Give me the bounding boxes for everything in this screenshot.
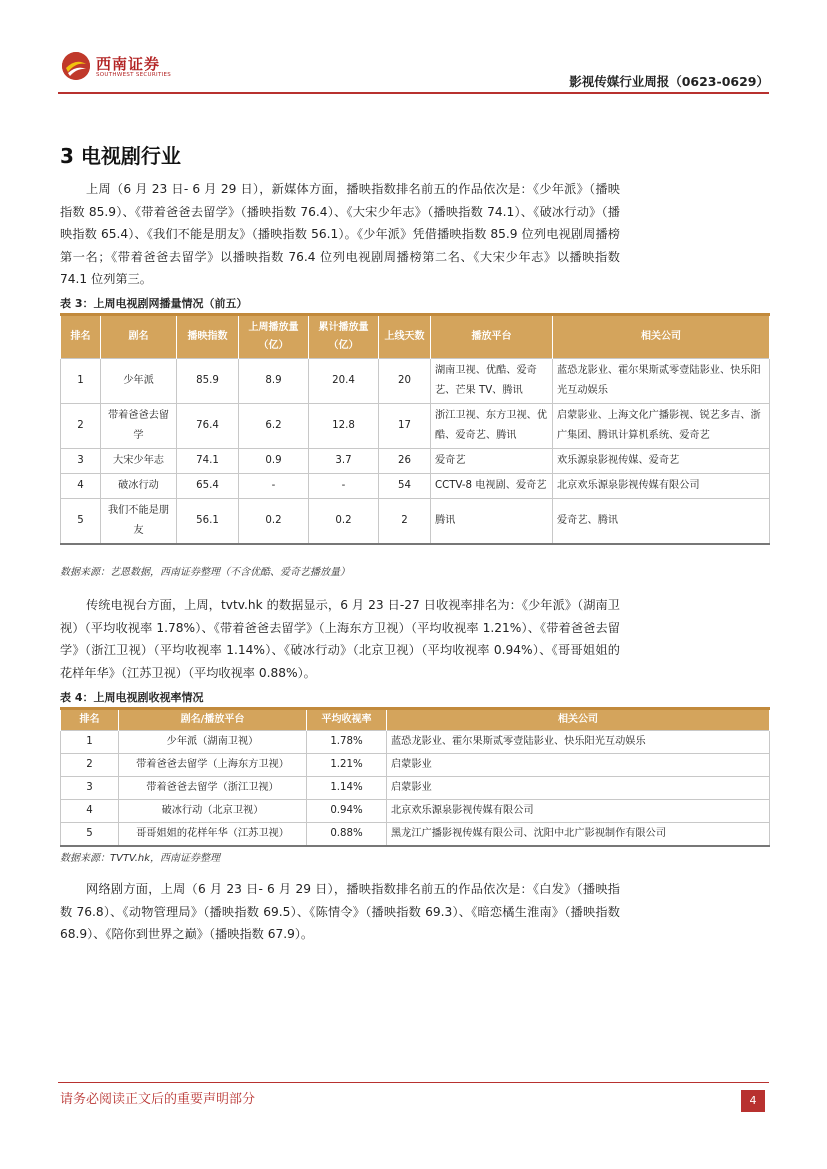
- table-row: [61, 499, 770, 545]
- cell-rating: 1.21%: [307, 754, 387, 777]
- cell-company: 欢乐源泉影视传媒、爱奇艺: [553, 449, 770, 474]
- cell-company: 启蒙影业、上海文化广播影视、锐艺多吉、浙广集团、腾讯计算机系统、爱奇艺: [553, 404, 770, 449]
- cell-company: 启蒙影业: [387, 754, 770, 777]
- table3-online-views: [60, 313, 770, 545]
- table3-source: 数据来源：艺恩数据，西南证券整理（不含优酷、爱奇艺播放量）: [60, 567, 350, 578]
- cell-rating: 1.14%: [307, 777, 387, 800]
- cell-week: 0.2: [239, 499, 309, 545]
- report-title: 影视传媒行业周报（0623-0629）: [569, 74, 769, 89]
- col-rank: 排名: [61, 315, 101, 359]
- cell-rank: 1: [61, 359, 101, 404]
- cell-rank: 2: [61, 404, 101, 449]
- cell-title: 破冰行动: [101, 474, 177, 499]
- cell-rank: 2: [61, 754, 119, 777]
- cell-rank: 3: [61, 449, 101, 474]
- cell-company: 启蒙影业: [387, 777, 770, 800]
- cell-company: 蓝恐龙影业、霍尔果斯贰零壹陆影业、快乐阳光互动娱乐: [553, 359, 770, 404]
- col-platform: 播放平台: [431, 315, 553, 359]
- cell-total: -: [309, 474, 379, 499]
- col-rank: 排名: [61, 709, 119, 731]
- table4-source: 数据来源：TVTV.hk，西南证券整理: [60, 853, 221, 864]
- cell-rank: 4: [61, 800, 119, 823]
- cell-company: 北京欢乐源泉影视传媒有限公司: [387, 800, 770, 823]
- cell-title: 大宋少年志: [101, 449, 177, 474]
- cell-title: 带着爸爸去留学: [101, 404, 177, 449]
- table-header-row: [61, 709, 770, 731]
- cell-platform: 浙江卫视、东方卫视、优酷、爱奇艺、腾讯: [431, 404, 553, 449]
- cell-platform: 腾讯: [431, 499, 553, 545]
- paragraph-text: 传统电视台方面，上周，tvtv.hk 的数据显示，6 月 23 日-27 日收视率排名为：《少年派》（湖南卫视）（平均收视率 1.78%）、《带着爸爸去留学》（上海东方卫视）（平均收视率 1.21%）、《带着爸爸去留学》（浙江卫视）（平均收视率 1.14%）、《破冰行动》（北京卫视）（平均收视率 0.94%）、《哥哥姐姐的花样年华》（江苏卫视）（平均收视率 0.88%）。: [60, 598, 620, 680]
- header-divider: [58, 92, 769, 94]
- cell-title: 带着爸爸去留学（浙江卫视）: [119, 777, 307, 800]
- page-number: 4: [741, 1090, 765, 1112]
- cell-days: 2: [379, 499, 431, 545]
- cell-platform: CCTV-8 电视剧、爱奇艺: [431, 474, 553, 499]
- table-row: [61, 731, 770, 754]
- cell-rating: 0.94%: [307, 800, 387, 823]
- cell-days: 20: [379, 359, 431, 404]
- company-logo: [62, 50, 172, 84]
- col-company: 相关公司: [387, 709, 770, 731]
- cell-company: 北京欢乐源泉影视传媒有限公司: [553, 474, 770, 499]
- col-title-platform: 剧名/播放平台: [119, 709, 307, 731]
- cell-week: -: [239, 474, 309, 499]
- col-index: 播映指数: [177, 315, 239, 359]
- cell-title: 少年派（湖南卫视）: [119, 731, 307, 754]
- cell-week: 6.2: [239, 404, 309, 449]
- cell-index: 56.1: [177, 499, 239, 545]
- cell-week: 0.9: [239, 449, 309, 474]
- cell-company: 黑龙江广播影视传媒有限公司、沈阳中北广影视制作有限公司: [387, 823, 770, 847]
- cell-total: 0.2: [309, 499, 379, 545]
- paragraph-text: 上周（6 月 23 日- 6 月 29 日），新媒体方面，播映指数排名前五的作品依次是：《少年派》（播映指数 85.9）、《带着爸爸去留学》（播映指数 76.4）、《大宋少年志》（播映指数 74.1）、《破冰行动》（播映指数 65.4）、《我们不能是朋友》（播映指数 56.1）。《少年派》凭借播映指数 85.9 位列电视剧周播榜第一名；《带着爸爸去留学》以播映指数 76.4 位列电视剧周播榜第二名、《大宋少年志》以播映指数 74.1 位列第三。: [60, 182, 620, 287]
- cell-rank: 3: [61, 777, 119, 800]
- cell-rating: 1.78%: [307, 731, 387, 754]
- paragraph-web-series: [60, 878, 620, 946]
- col-days: 上线天数: [379, 315, 431, 359]
- cell-company: 爱奇艺、腾讯: [553, 499, 770, 545]
- col-week-views: 上周播放量（亿）: [239, 315, 309, 359]
- cell-index: 74.1: [177, 449, 239, 474]
- table4-caption: 表 4：上周电视剧收视率情况: [60, 691, 204, 704]
- cell-week: 8.9: [239, 359, 309, 404]
- section-title: 3 电视剧行业: [60, 144, 181, 168]
- logo-chinese-name: 西南证券: [96, 55, 161, 73]
- table-row: [61, 474, 770, 499]
- cell-rank: 5: [61, 823, 119, 847]
- table-row: [61, 359, 770, 404]
- cell-title: 我们不能是朋友: [101, 499, 177, 545]
- cell-total: 20.4: [309, 359, 379, 404]
- col-total-views: 累计播放量（亿）: [309, 315, 379, 359]
- paragraph-new-media: [60, 178, 620, 291]
- col-title: 剧名: [101, 315, 177, 359]
- cell-rating: 0.88%: [307, 823, 387, 847]
- cell-rank: 1: [61, 731, 119, 754]
- cell-index: 76.4: [177, 404, 239, 449]
- cell-platform: 湖南卫视、优酷、爱奇艺、芒果 TV、腾讯: [431, 359, 553, 404]
- cell-rank: 5: [61, 499, 101, 545]
- table-row: [61, 777, 770, 800]
- footer-disclaimer: 请务必阅读正文后的重要声明部分: [60, 1092, 256, 1107]
- cell-title: 少年派: [101, 359, 177, 404]
- cell-title: 哥哥姐姐的花样年华（江苏卫视）: [119, 823, 307, 847]
- cell-days: 17: [379, 404, 431, 449]
- paragraph-text: 网络剧方面，上周（6 月 23 日- 6 月 29 日），播映指数排名前五的作品依次是：《白发》（播映指数 76.8）、《动物管理局》（播映指数 69.5）、《陈情令》（播映指数 69.3）、《暗恋橘生淮南》（播映指数 68.9）、《陪你到世界之巅》（播映指数 67.9）。: [60, 882, 620, 942]
- table-row: [61, 823, 770, 847]
- paragraph-tv-stations: [60, 594, 620, 684]
- logo-english-name: SOUTHWEST SECURITIES: [96, 72, 172, 78]
- cell-index: 65.4: [177, 474, 239, 499]
- table-row: [61, 754, 770, 777]
- table-row: [61, 449, 770, 474]
- table-row: [61, 800, 770, 823]
- logo-emblem-icon: [62, 52, 90, 80]
- table-row: [61, 404, 770, 449]
- cell-days: 26: [379, 449, 431, 474]
- footer-divider: [58, 1082, 769, 1083]
- cell-total: 12.8: [309, 404, 379, 449]
- cell-days: 54: [379, 474, 431, 499]
- cell-company: 蓝恐龙影业、霍尔果斯贰零壹陆影业、快乐阳光互动娱乐: [387, 731, 770, 754]
- cell-title: 带着爸爸去留学（上海东方卫视）: [119, 754, 307, 777]
- cell-index: 85.9: [177, 359, 239, 404]
- table-header-row: [61, 315, 770, 359]
- col-avg-rating: 平均收视率: [307, 709, 387, 731]
- cell-title: 破冰行动（北京卫视）: [119, 800, 307, 823]
- table4-ratings: [60, 707, 770, 847]
- cell-platform: 爱奇艺: [431, 449, 553, 474]
- cell-total: 3.7: [309, 449, 379, 474]
- cell-rank: 4: [61, 474, 101, 499]
- col-company: 相关公司: [553, 315, 770, 359]
- table3-caption: 表 3：上周电视剧网播量情况（前五）: [60, 297, 248, 310]
